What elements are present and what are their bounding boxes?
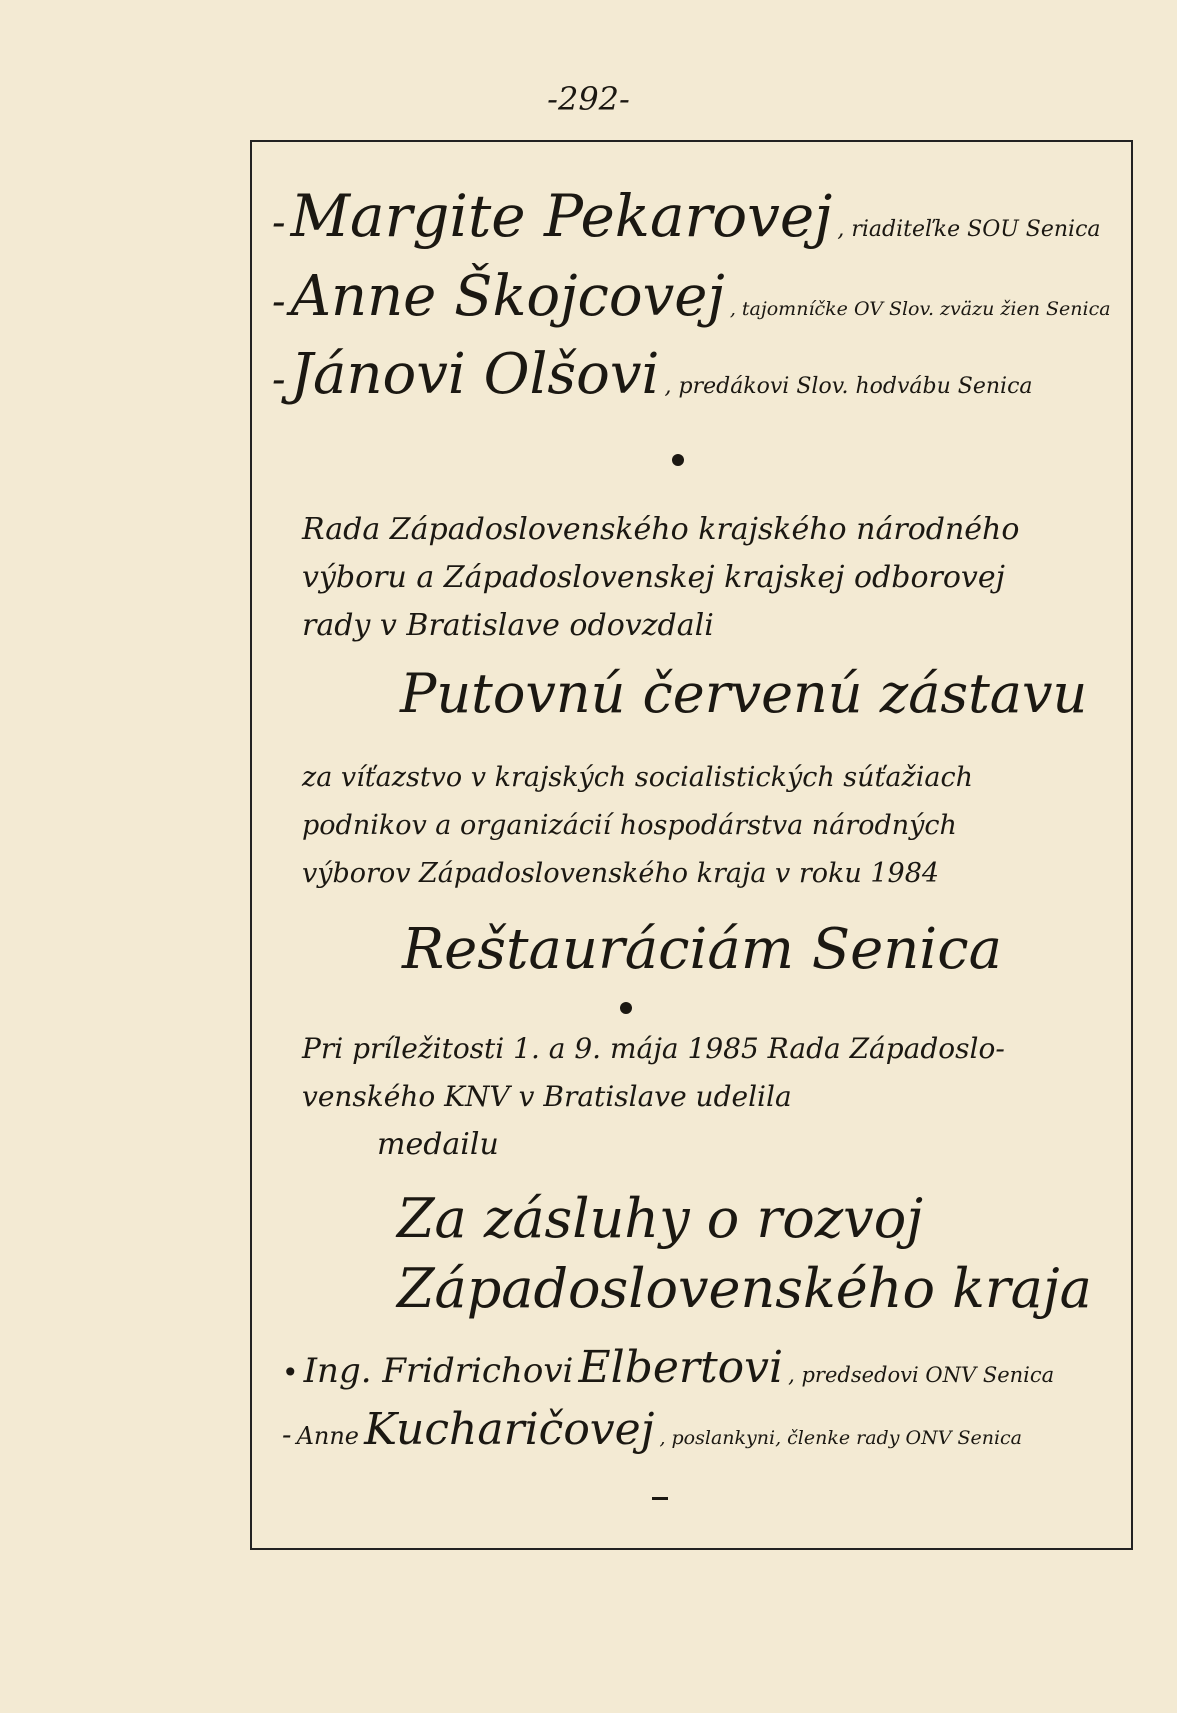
person-prefix: • [282,1356,299,1389]
person-prefix: - [282,1418,292,1451]
paragraph2-line: podnikov a organizácií hospodárstva národných [302,810,957,841]
person-prefix: - [272,279,286,325]
medal-label: medailu [377,1127,499,1162]
recipient-title: Reštauráciám Senica [402,917,1002,982]
paragraph2-line: za víťazstvo v krajských socialistických súťažiach [302,762,973,793]
person-prefix: - [272,200,286,246]
paragraph1-line: rady v Bratislave odovzdali [302,608,714,643]
paragraph1-line: výboru a Západoslovenskej krajskej odborovej [302,560,1005,595]
person-line-1 [272,182,1101,250]
document-frame [250,140,1133,1550]
person-name: Jánovi Olšovi [290,342,660,407]
end-dash [652,1497,668,1500]
person-role: , predsedovi ONV Senica [788,1363,1055,1387]
award-title-1: Putovnú červenú zástavu [400,662,1088,725]
person-name: Kucharičovej [364,1404,655,1455]
person-role: , poslankyni, členke rady ONV Senica [659,1427,1022,1449]
page-number: -292- [547,80,630,118]
paragraph1-line: Rada Západoslovenského krajského národného [302,512,1020,547]
paragraph3-line: Pri príležitosti 1. a 9. mája 1985 Rada Západoslo- [302,1032,1005,1065]
section-bullet [620,1002,632,1014]
person-name-pre: Anne [296,1422,360,1450]
person-line-3 [272,342,1033,407]
paragraph2-line: výborov Západoslovenského kraja v roku 1984 [302,858,940,889]
person-prefix: - [272,357,286,403]
paragraph3-line: venského KNV v Bratislave udelila [302,1080,792,1113]
person-name-pre: Ing. Fridrichovi [303,1351,574,1391]
award-title-2: Západoslovenského kraja [397,1257,1092,1320]
person-name: Margite Pekarovej [290,182,833,250]
section-bullet [672,454,684,466]
person-name: Anne Škojcovej [290,264,725,329]
person-line-4 [282,1342,1054,1393]
person-name: Elbertovi [578,1342,784,1393]
person-line-5 [282,1404,1022,1455]
person-role: , tajomníčke OV Slov. zväzu žien Senica [729,298,1111,320]
person-role: , riaditeľke SOU Senica [837,217,1101,242]
person-line-2 [272,264,1111,329]
award-title-2: Za zásluhy o rozvoj [397,1187,923,1250]
person-role: , predákovi Slov. hodvábu Senica [664,374,1033,399]
